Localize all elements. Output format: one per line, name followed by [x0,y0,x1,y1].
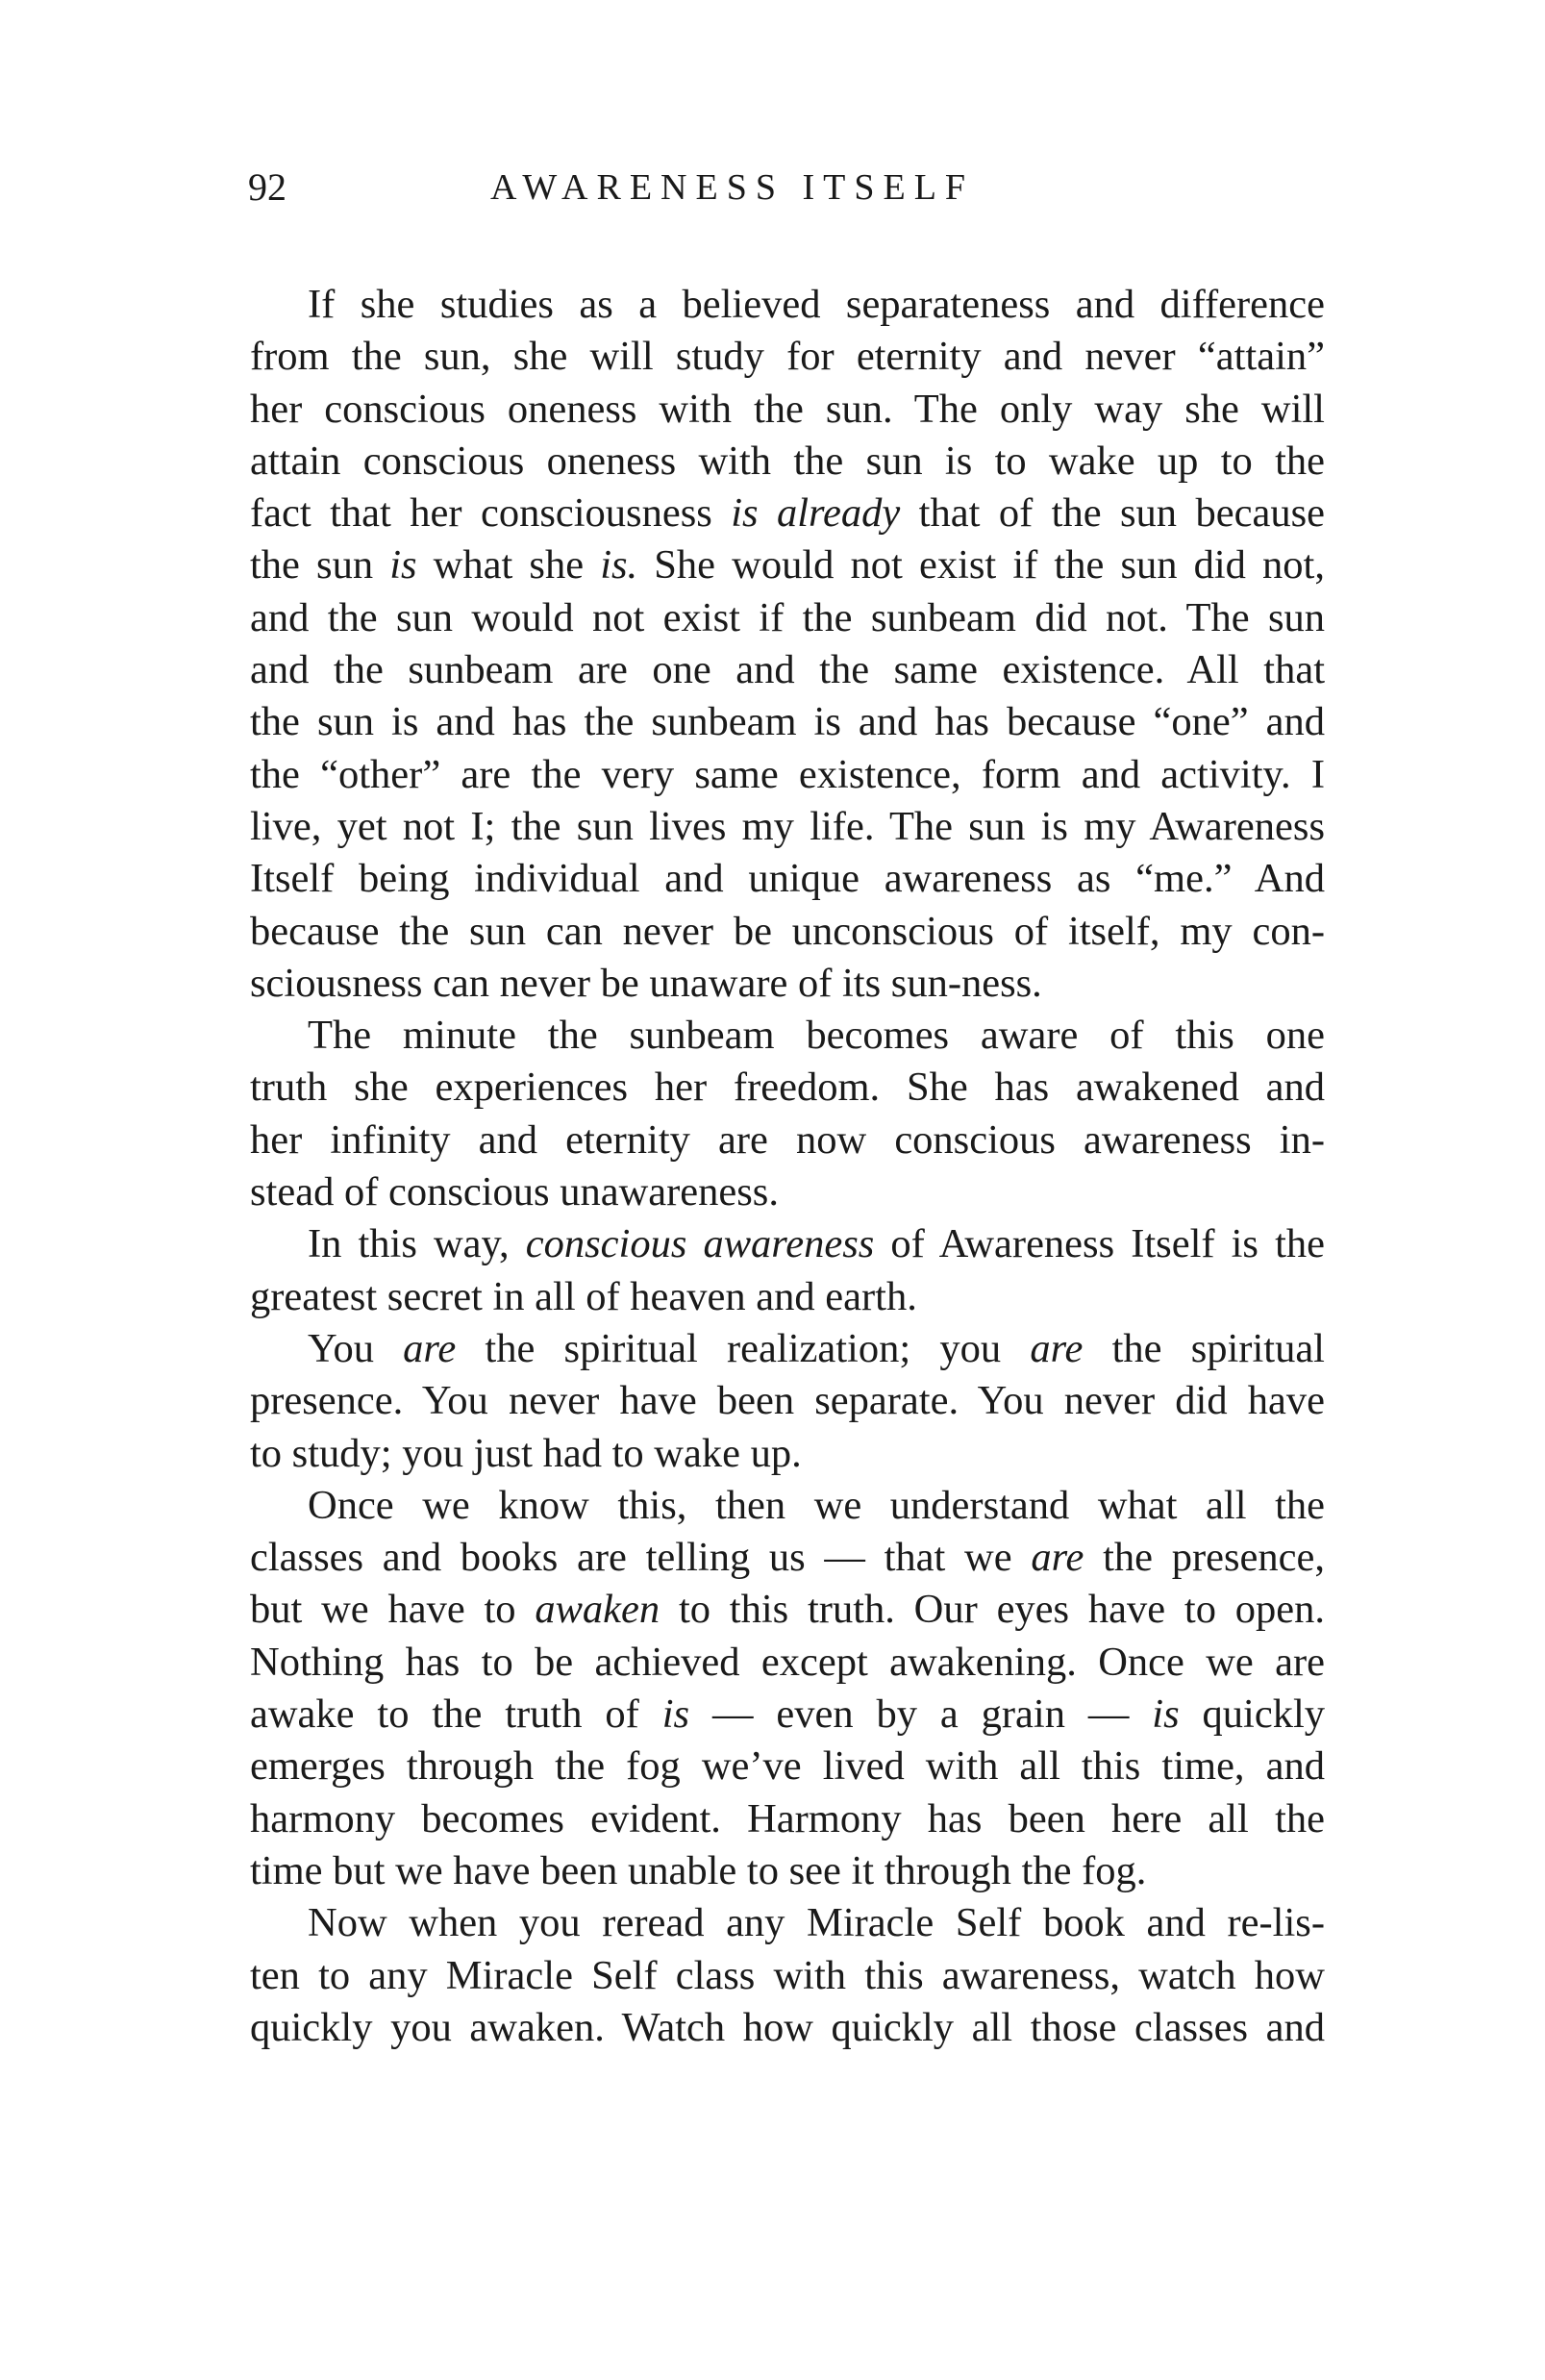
text-line [250,1584,1325,1636]
text-run: from the sun, she will study for eternity and never “attain” [250,334,1325,380]
text-run: that of the sun because [900,490,1325,537]
text-line [250,1323,1325,1375]
text-line [250,906,1325,958]
text-line [250,1689,1325,1741]
running-title: AWARENESS ITSELF [490,167,975,208]
text-run: She would not exist if the sun did not, [637,542,1325,589]
text-run: quickly you awaken. Watch how quickly all those classes and [250,2004,1325,2050]
italic-text: is. [600,542,638,589]
text-run: The minute the sunbeam becomes aware of this one [308,1013,1325,1059]
text-line [250,539,1325,591]
text-line [250,1793,1325,1845]
paragraph [250,1323,1325,1480]
text-run: Once we know this, then we understand what all the [308,1482,1325,1528]
text-line [250,488,1325,539]
text-run: what she [416,542,601,589]
text-run: the spiritual [1083,1325,1325,1371]
paragraph [250,1218,1325,1323]
italic-text: are [1031,1535,1084,1581]
text-run: attain conscious oneness with the sun is to wake up to the [250,438,1325,484]
text-run: greatest secret in all of heaven and earth. [250,1273,917,1319]
text-line [250,1637,1325,1689]
text-line [250,696,1325,748]
italic-text: conscious awareness [525,1221,875,1267]
text-line [250,853,1325,905]
text-run: time but we have been unable to see it through the fog. [250,1847,1147,1893]
text-line [250,1062,1325,1114]
text-run: — even by a grain — [689,1691,1153,1738]
italic-text: is already [731,490,901,537]
text-run: her infinity and eternity are now conscious awareness in- [250,1116,1325,1163]
text-run: live, yet not I; the sun lives my life. The sun is my Awareness [250,803,1325,849]
text-run: Nothing has to be achieved except awakening. Once we are [250,1639,1325,1685]
italic-text: is [1152,1691,1180,1738]
text-run: In this way, [308,1221,526,1267]
text-run: presence. You never have been separate. You never did have [250,1378,1325,1424]
text-run: sciousness can never be unaware of its sun-ness. [250,960,1042,1006]
text-run: ten to any Miracle Self class with this awareness, watch how [250,1952,1325,1998]
text-run: but we have to [250,1587,536,1633]
text-line [250,1845,1325,1897]
running-head [248,159,1325,216]
text-line [250,1428,1325,1480]
italic-text: is [389,542,417,589]
text-run: harmony becomes evident. Harmony has been here all the [250,1795,1325,1841]
text-run: Itself being individual and unique awareness as “me.” And [250,856,1325,902]
text-line [250,1166,1325,1218]
text-line [250,801,1325,853]
text-run: Now when you reread any Miracle Self book and re-lis- [308,1900,1325,1946]
text-run: and the sun would not exist if the sunbeam did not. The sun [250,594,1325,640]
text-run: to this truth. Our eyes have to open. [660,1587,1325,1633]
text-line [250,1271,1325,1323]
text-run: classes and books are telling us — that we [250,1535,1032,1581]
text-line [250,331,1325,383]
text-line [250,1532,1325,1584]
paragraph [250,1897,1325,2054]
text-run: the “other” are the very same existence, form and activity. I [250,751,1325,797]
italic-text: are [1030,1325,1084,1371]
text-run: the sun is and has the sunbeam is and has because “one” and [250,699,1325,745]
text-run: truth she experiences her freedom. She has awakened and [250,1065,1325,1111]
text-run: You [308,1325,404,1371]
italic-text: is [661,1691,690,1738]
paragraph [250,1010,1325,1218]
text-line [250,279,1325,331]
text-run: her conscious oneness with the sun. The only way she will [250,386,1325,432]
italic-text: awaken [535,1587,660,1633]
text-line [250,958,1325,1010]
text-run: the spiritual realization; you [456,1325,1031,1371]
text-line [250,436,1325,488]
text-line [250,2002,1325,2054]
text-run: fact that her consciousness [250,490,732,537]
text-run: the presence, [1084,1535,1325,1581]
text-line [250,1950,1325,2002]
text-line [250,1375,1325,1427]
text-line [250,1480,1325,1532]
paragraph [250,279,1325,1010]
text-line [250,1115,1325,1166]
text-line [250,1897,1325,1949]
text-run: because the sun can never be unconscious of itself, my con- [250,908,1325,954]
text-run: quickly [1179,1691,1326,1738]
text-run: If she studies as a believed separateness and difference [308,282,1325,327]
text-line [250,1741,1325,1792]
text-line [250,592,1325,644]
body-text [250,279,1325,2054]
text-run: awake to the truth of [250,1691,662,1738]
text-line [250,644,1325,696]
text-line [250,749,1325,801]
page-number: 92 [248,165,287,209]
paragraph [250,1480,1325,1897]
text-run: stead of conscious unawareness. [250,1169,779,1215]
italic-text: are [403,1325,457,1371]
text-run: and the sunbeam are one and the same existence. All that [250,647,1325,693]
text-line [250,1218,1325,1270]
text-line [250,1010,1325,1062]
text-run: the sun [250,542,390,589]
text-run: of Awareness Itself is the [874,1221,1325,1267]
text-run: emerges through the fog we’ve lived with all this time, and [250,1743,1325,1790]
text-run: to study; you just had to wake up. [250,1430,802,1476]
text-line [250,384,1325,436]
